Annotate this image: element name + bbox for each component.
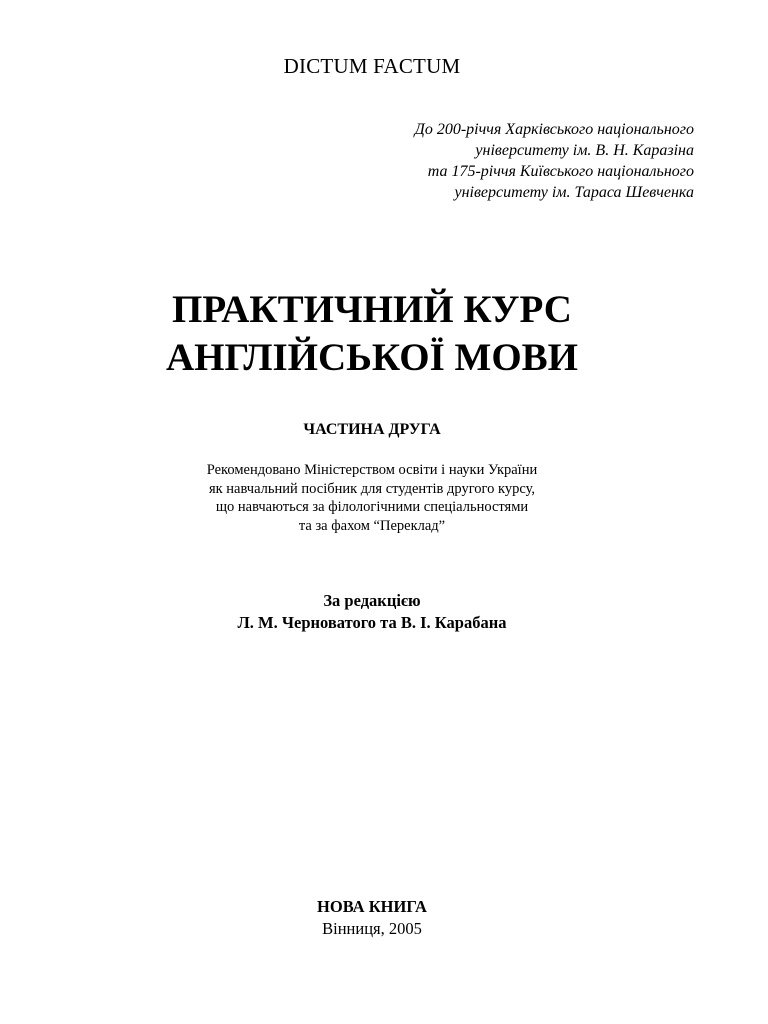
publication-place-year: Вінниця, 2005 xyxy=(322,919,422,938)
recommendation-line: що навчаються за філологічними спеціальностями xyxy=(215,499,529,515)
recommendation-note xyxy=(0,461,744,535)
editors-label: За редакцією xyxy=(323,591,421,610)
dedication-line: До 200-річчя Харківського національного xyxy=(414,121,694,138)
dedication-line: університету ім. Тараса Шевченка xyxy=(454,184,694,201)
editors-block xyxy=(0,590,744,634)
part-label: ЧАСТИНА ДРУГА xyxy=(303,421,441,438)
publisher-name: НОВА КНИГА xyxy=(317,897,427,916)
dedication-line: університету ім. В. Н. Каразіна xyxy=(475,142,694,159)
recommendation-line: та за фахом “Переклад” xyxy=(298,517,446,534)
imprint xyxy=(0,896,744,940)
book-title-line: АНГЛІЙСЬКОЇ МОВИ xyxy=(165,336,578,379)
series-name: DICTUM FACTUM xyxy=(283,54,461,78)
book-title-line: ПРАКТИЧНИЙ КУРС xyxy=(172,288,572,331)
dedication-line: та 175-річчя Київського національного xyxy=(427,163,694,180)
recommendation-line: Рекомендовано Міністерством освіти і науки України xyxy=(206,462,538,478)
book-title xyxy=(0,286,744,382)
recommendation-line: як навчальний посібник для студентів другого курсу, xyxy=(208,480,536,497)
dedication xyxy=(274,119,694,203)
editors-names: Л. М. Черноватого та В. І. Карабана xyxy=(237,613,507,632)
